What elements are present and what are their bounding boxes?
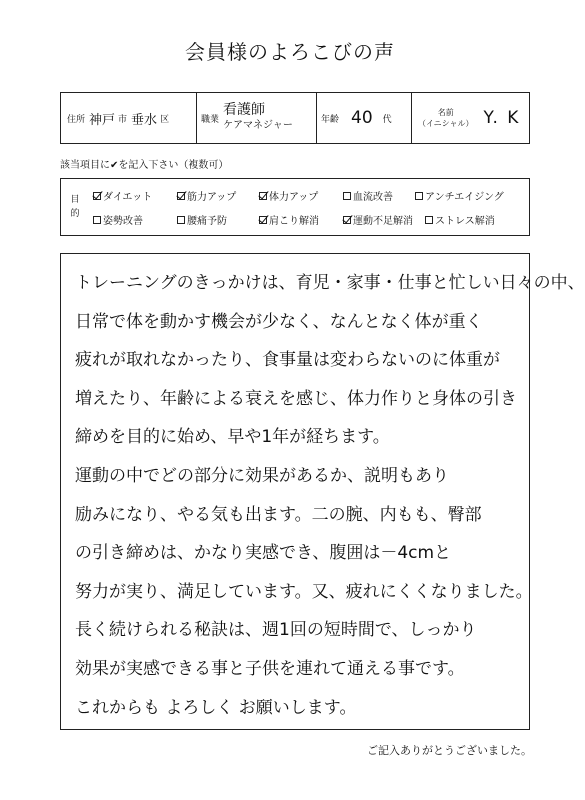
member-info-table <box>60 92 530 144</box>
purpose-label <box>61 179 89 235</box>
option-stress[interactable] <box>425 212 495 227</box>
age-unit: 代 <box>382 114 392 125</box>
checkbox[interactable] <box>177 216 185 224</box>
option-label: 肩こり解消 <box>269 216 319 227</box>
option-label: 血流改善 <box>353 192 393 203</box>
option-shoulder[interactable] <box>259 212 343 227</box>
name-label-main: 名前 <box>437 108 454 117</box>
essay-line: 運動の中でどの部分に効果があるか、説明もあり <box>75 465 449 486</box>
purpose-checklist <box>60 178 530 236</box>
city-unit: 市 <box>118 114 128 125</box>
checkbox[interactable] <box>93 216 101 224</box>
job-line-2: ケアマネジャー <box>223 120 293 131</box>
essay-line: 長く続けられる秘訣は、週1回の短時間で、しっかり <box>75 620 477 641</box>
purpose-label-2: 的 <box>70 209 80 219</box>
checkbox[interactable] <box>415 192 423 200</box>
checkbox[interactable] <box>93 192 101 200</box>
essay-line: これからも よろしく お願いします。 <box>75 697 357 718</box>
name-label-sub: （イニシャル） <box>418 119 474 128</box>
option-label: 体力アップ <box>269 192 319 203</box>
purpose-label-1: 目 <box>70 195 80 205</box>
age-label: 年齢 <box>321 114 340 125</box>
thank-you-note: ご記入ありがとうございました。 <box>367 744 532 757</box>
job-value <box>223 102 293 134</box>
option-exercise[interactable] <box>343 212 425 227</box>
checkbox[interactable] <box>343 192 351 200</box>
checkbox[interactable] <box>425 216 433 224</box>
essay-line: 励みになり、やる気も出ます。二の腕、内もも、臀部 <box>75 504 482 525</box>
job-cell <box>196 93 316 143</box>
age-cell <box>316 93 411 143</box>
name-value: Y. K <box>483 108 521 128</box>
ward-unit: 区 <box>160 114 170 125</box>
name-label <box>418 107 474 129</box>
essay-line: 増えたり、年齢による衰えを感じ、体力作りと身体の引き <box>75 388 517 409</box>
option-label: アンチエイジング <box>425 192 504 203</box>
job-label: 職業 <box>201 114 220 125</box>
option-back-pain[interactable] <box>177 212 259 227</box>
testimonial-text-box <box>60 253 585 730</box>
checkbox[interactable] <box>259 192 267 200</box>
checkbox[interactable] <box>177 192 185 200</box>
job-line-1: 看護師 <box>223 102 266 118</box>
option-anti-aging[interactable] <box>415 188 504 203</box>
essay-line: 日常で体を動かす機会が少なく、なんとなく体が重く <box>75 311 483 332</box>
checkbox[interactable] <box>259 216 267 224</box>
option-muscle[interactable] <box>177 188 259 203</box>
option-label: 姿勢改善 <box>103 216 143 227</box>
essay-line: トレーニングのきっかけは、育児・家事・仕事と忙しい日々の中、 <box>75 273 585 293</box>
checkbox[interactable] <box>343 216 351 224</box>
option-label: 運動不足解消 <box>353 216 413 227</box>
essay-line: 効果が実感できる事と子供を連れて通える事です。 <box>75 658 465 679</box>
page-title: 会員様のよろこびの声 <box>185 40 395 64</box>
option-label: 腰痛予防 <box>187 216 227 227</box>
city-value: 神戸 <box>89 112 116 128</box>
age-value: 40 <box>351 108 373 128</box>
option-stamina[interactable] <box>259 188 343 203</box>
essay-line: 締めを目的に始め、早や1年が経ちます。 <box>75 427 390 448</box>
option-diet[interactable] <box>93 188 177 203</box>
essay-line: 努力が実り、満足しています。又、疲れにくくなりました。 <box>75 581 533 602</box>
option-label: ストレス解消 <box>435 216 495 227</box>
purpose-row-2 <box>93 212 495 227</box>
checkbox-instruction: 該当項目に✔を記入下さい（複数可） <box>60 160 229 171</box>
ward-value: 垂水 <box>131 112 158 128</box>
name-cell <box>411 93 529 143</box>
address-cell <box>61 93 196 143</box>
address-label: 住所 <box>67 114 86 125</box>
option-label: ダイエット <box>103 192 153 203</box>
option-circulation[interactable] <box>343 188 415 203</box>
essay-line: の引き締めは、かなり実感でき、腹囲は－4cmと <box>75 543 452 564</box>
option-label: 筋力アップ <box>187 192 237 203</box>
essay-line: 疲れが取れなかったり、食事量は変わらないのに体重が <box>75 350 500 371</box>
option-posture[interactable] <box>93 212 177 227</box>
purpose-row-1 <box>93 188 504 203</box>
